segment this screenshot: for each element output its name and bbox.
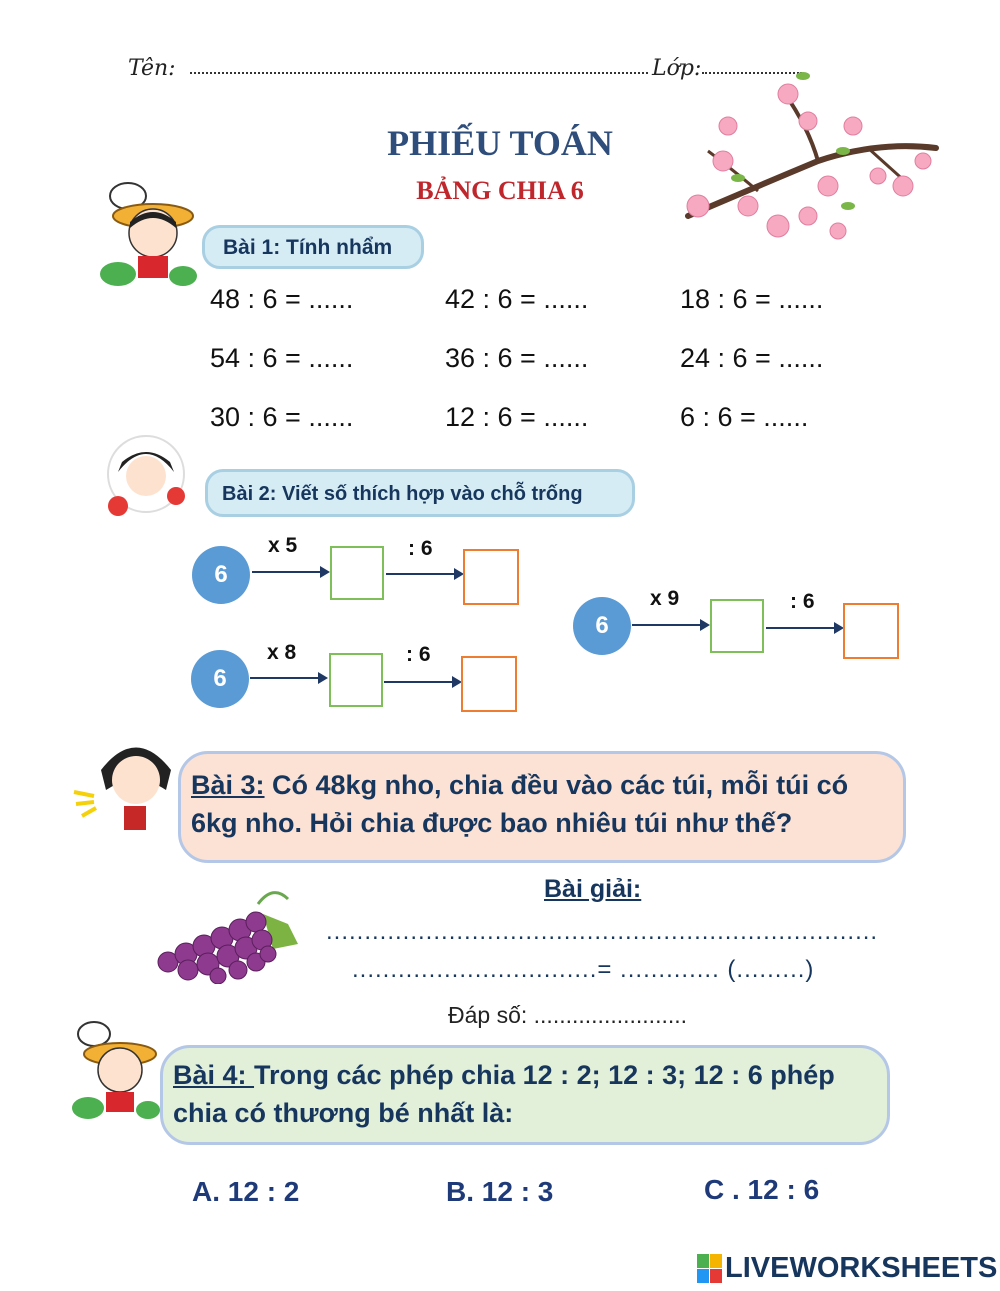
operation-label: : 6: [408, 537, 433, 560]
page-title: PHIẾU TOÁN: [387, 123, 613, 163]
expression[interactable]: 48 : 6 = ......: [210, 284, 354, 314]
answer-line[interactable]: Đáp số: ........................: [448, 1002, 688, 1028]
exercise-3-text: 6kg nho. Hỏi chia được bao nhiêu túi như thế?: [191, 808, 793, 838]
page-subtitle: BẢNG CHIA 6: [416, 176, 584, 205]
exercise-4-label: Bài 4:: [173, 1060, 255, 1090]
answer-box[interactable]: [710, 599, 764, 653]
exercise-3-label: Bài 3:: [191, 770, 265, 800]
expression[interactable]: 6 : 6 = ......: [680, 402, 809, 432]
operation-label: x 5: [268, 534, 298, 557]
arrow-icon: [252, 571, 328, 573]
choice-a[interactable]: A. 12 : 2: [192, 1176, 300, 1207]
girl-thumbsup-illustration: [66, 730, 176, 840]
liveworksheets-logo: [697, 1252, 997, 1285]
expression[interactable]: 12 : 6 = ......: [445, 402, 589, 432]
operation-label: x 9: [650, 587, 680, 610]
arrow-icon: [384, 681, 460, 683]
answer-box[interactable]: [843, 603, 899, 659]
arrow-icon: [766, 627, 842, 629]
solution-title: Bài giải:: [544, 875, 642, 903]
arrow-icon: [632, 624, 708, 626]
exercise-4-text: Trong các phép chia 12 : 2; 12 : 3; 12 : 6 phép: [254, 1060, 835, 1090]
operation-label: : 6: [406, 643, 431, 666]
solution-line[interactable]: ........................................................................: [326, 918, 879, 945]
name-label: Tên:: [128, 56, 176, 81]
exercise-4-text: chia có thương bé nhất là:: [173, 1098, 514, 1128]
exercise-3-box: [178, 751, 906, 863]
exercise-3-text: Có 48kg nho, chia đều vào các túi, mỗi túi có: [264, 770, 849, 800]
exercise-2-heading: Bài 2: Viết số thích hợp vào chỗ trống: [205, 469, 635, 517]
liveworksheets-logo-icon: [697, 1254, 723, 1284]
girl-ok-illustration: [98, 178, 198, 290]
exercise-4-box: [160, 1045, 890, 1145]
arrow-icon: [386, 573, 462, 575]
start-number-circle: 6: [191, 650, 249, 708]
expression[interactable]: 24 : 6 = ......: [680, 343, 824, 373]
grapes-image: [148, 884, 308, 984]
answer-box[interactable]: [330, 546, 384, 600]
operation-label: : 6: [790, 590, 815, 613]
answer-box[interactable]: [329, 653, 383, 707]
choice-b[interactable]: B. 12 : 3: [446, 1176, 554, 1207]
expression[interactable]: 18 : 6 = ......: [680, 284, 824, 314]
expression[interactable]: 36 : 6 = ......: [445, 343, 589, 373]
name-field[interactable]: [190, 72, 648, 74]
expression[interactable]: 54 : 6 = ......: [210, 343, 354, 373]
operation-label: x 8: [267, 641, 297, 664]
solution-calculation[interactable]: ................................= ............. (.........): [352, 956, 815, 983]
girl-cheer-illustration: [100, 432, 192, 528]
expression[interactable]: 30 : 6 = ......: [210, 402, 354, 432]
logo-text: LIVEWORKSHEETS: [725, 1252, 998, 1284]
expression[interactable]: 42 : 6 = ......: [445, 284, 589, 314]
class-label: Lớp:: [652, 56, 702, 81]
exercise-1-heading: Bài 1: Tính nhẩm: [202, 225, 424, 269]
choice-c[interactable]: C . 12 : 6: [704, 1174, 820, 1205]
arrow-icon: [250, 677, 326, 679]
girl-ok-illustration-2: [70, 1018, 162, 1122]
start-number-circle: 6: [573, 597, 631, 655]
answer-box[interactable]: [463, 549, 519, 605]
answer-box[interactable]: [461, 656, 517, 712]
start-number-circle: 6: [192, 546, 250, 604]
